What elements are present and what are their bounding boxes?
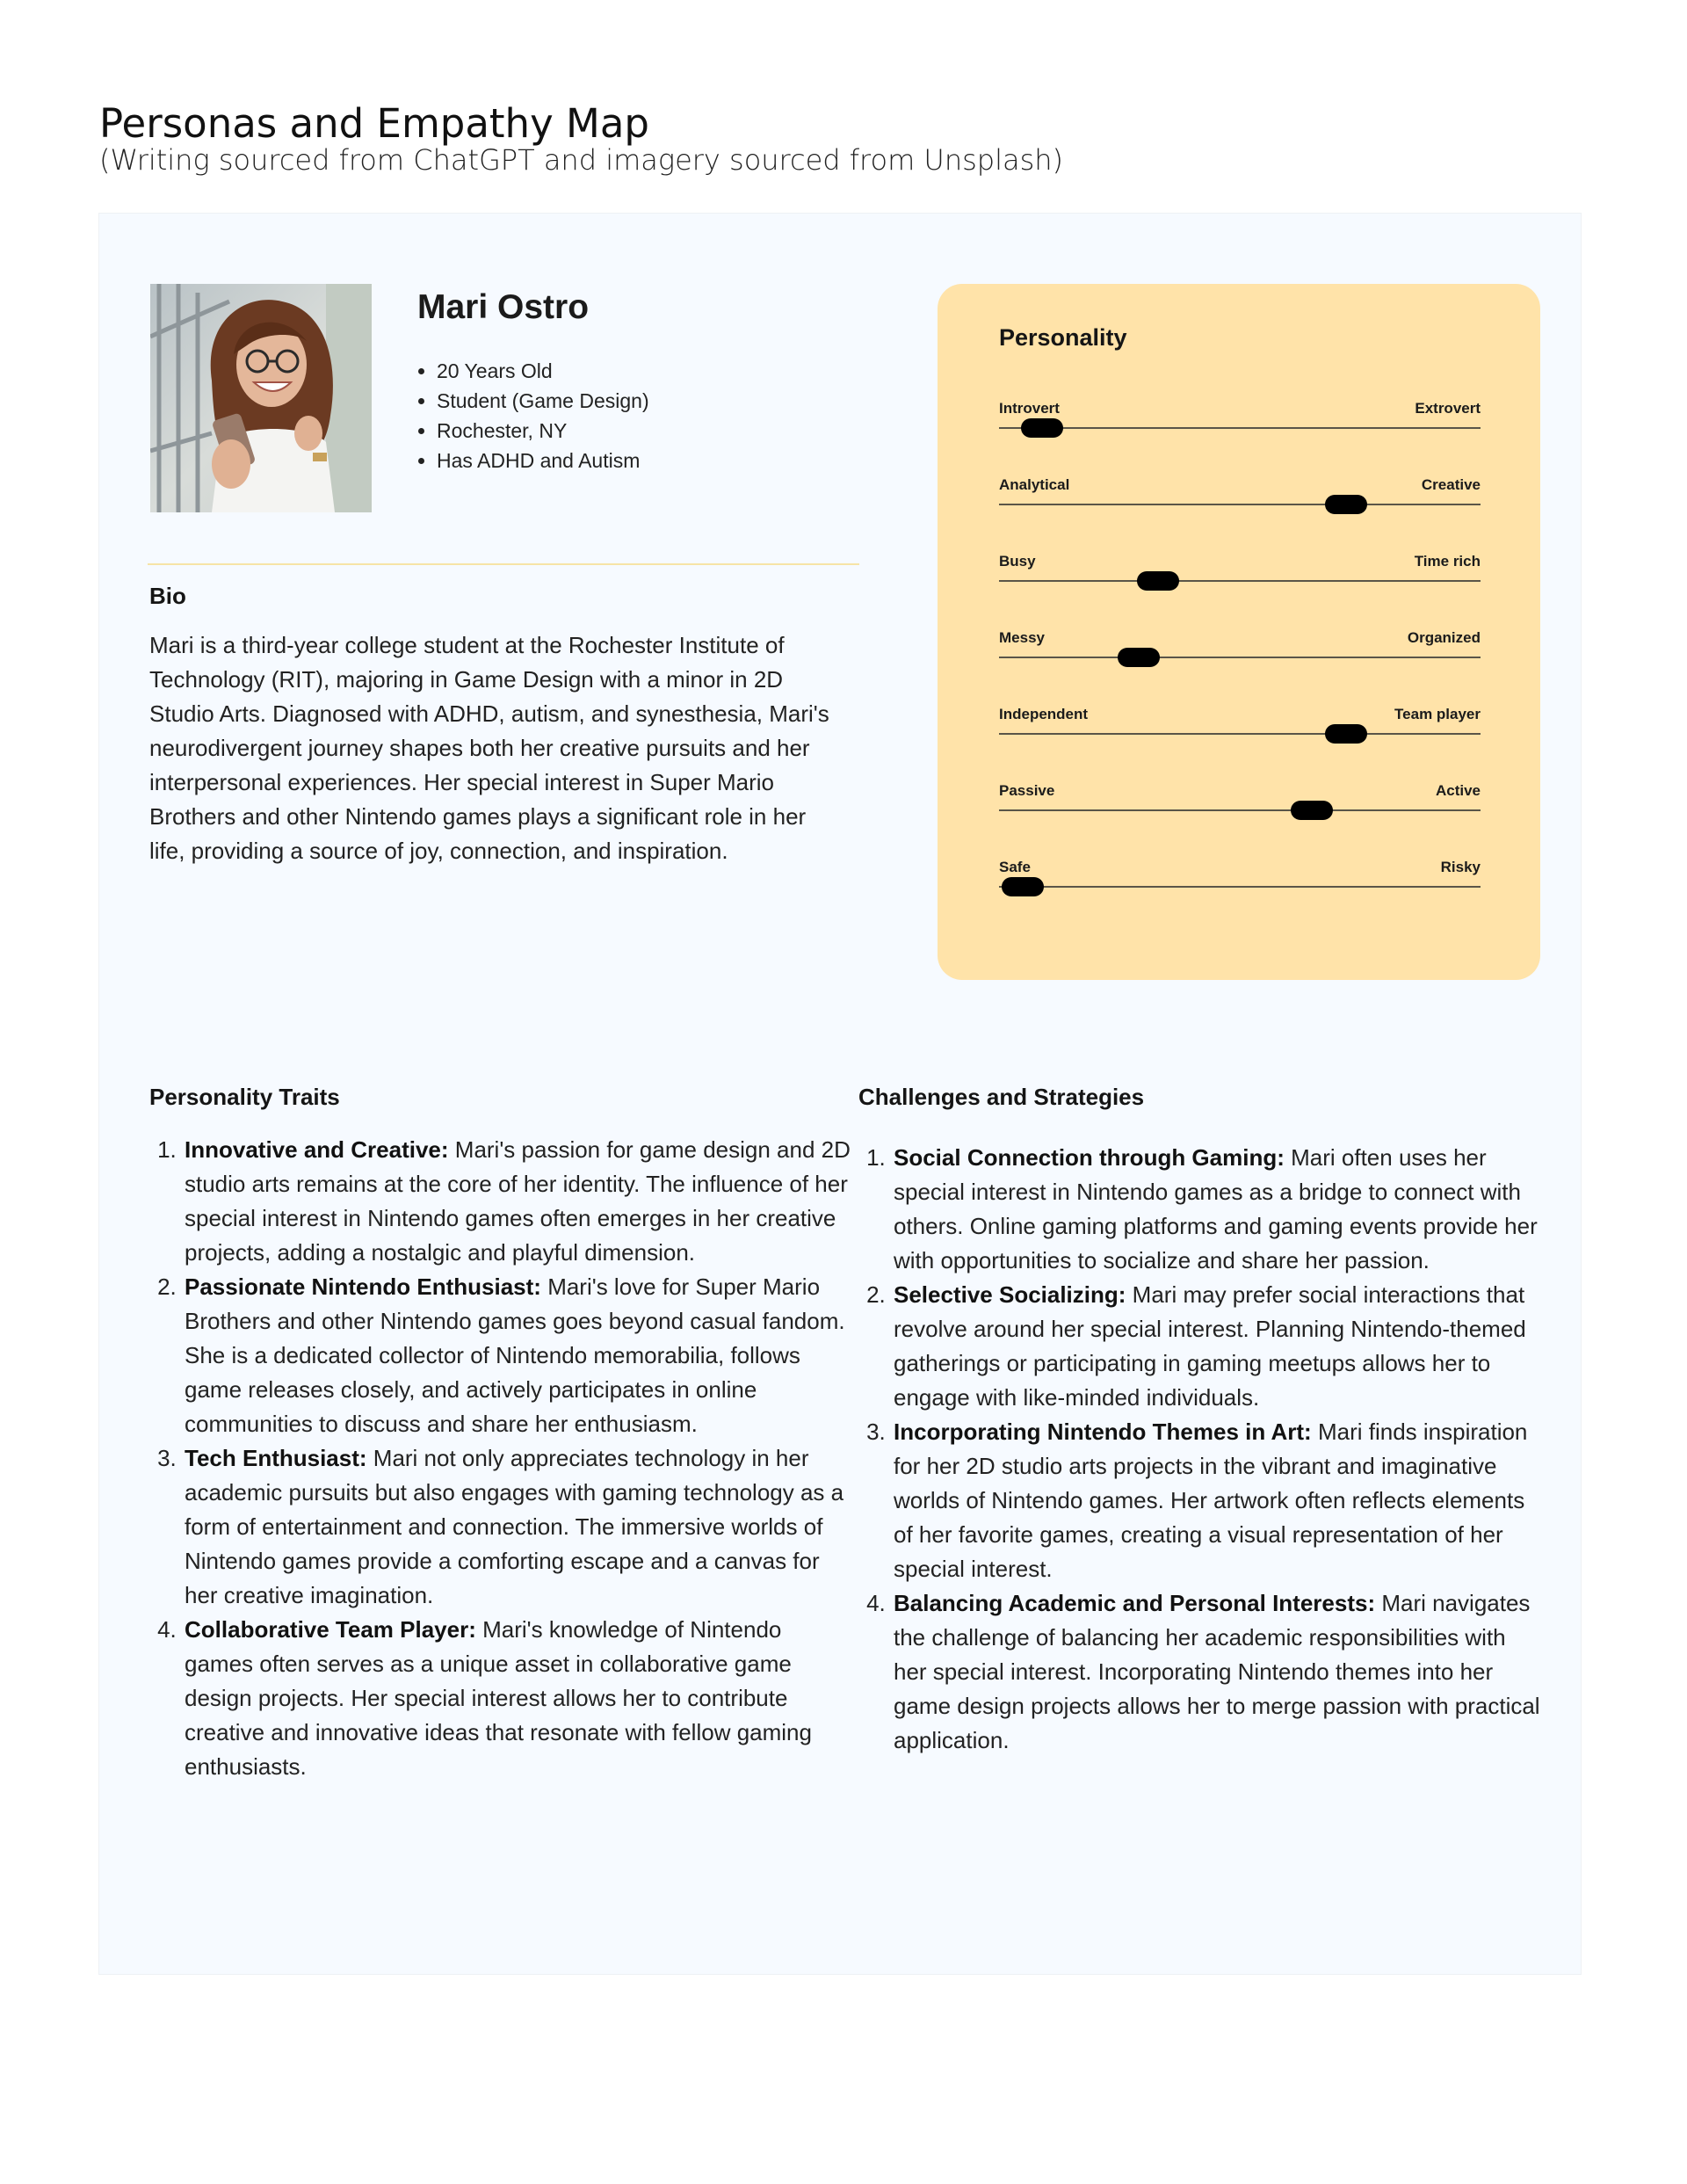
challenges-heading: Challenges and Strategies	[858, 1084, 1145, 1110]
list-item-title: Social Connection through Gaming:	[894, 1144, 1285, 1171]
persona-name: Mari Ostro	[417, 288, 590, 326]
slider-right-label: Risky	[1440, 859, 1481, 875]
slider-track	[999, 733, 1481, 735]
personality-panel	[938, 284, 1540, 980]
persona-card	[98, 213, 1582, 1975]
list-item-text: Mari may prefer social interactions that revolve around her special interest. Planning Nintendo-themed gatherings or participating in gaming meetups allows her to engage with like-minded individuals.	[894, 1281, 1526, 1411]
slider-left-label: Independent	[999, 706, 1089, 722]
fact-item: • 20 Years Old	[437, 356, 649, 386]
slider-track	[999, 580, 1481, 582]
list-item	[183, 1613, 852, 1784]
slider-left-label: Busy	[999, 553, 1036, 570]
slider-left-label: Passive	[999, 782, 1055, 799]
traits-list	[149, 1133, 852, 1784]
slider-knob[interactable]	[1137, 571, 1179, 591]
slider-row	[999, 706, 1481, 782]
bio-text: Mari is a third-year college student at the Rochester Institute of Technology (RIT), majoring in Game Design with a minor in 2D Studio Arts. Diagnosed with ADHD, autism, and synesthesia, Mari's neurodivergent journey shapes both her creative pursuits and her interpersonal experiences. Her special interest in Super Mario Brothers and other Nintendo games plays a significant role in her life, providing a source of joy, connection, and inspiration.	[149, 632, 829, 864]
page-title: Personas and Empathy Map	[99, 100, 649, 147]
slider-knob[interactable]	[1002, 877, 1044, 896]
slider-left-label: Safe	[999, 859, 1031, 875]
section-divider	[148, 563, 859, 565]
slider-row	[999, 629, 1481, 706]
slider-track	[999, 657, 1481, 658]
slider-knob[interactable]	[1291, 801, 1333, 820]
list-item-text: Mari navigates the challenge of balancing her academic responsibilities with her special interest. Incorporating Nintendo themes into her game design projects allows her to merge passion with practical application.	[894, 1590, 1540, 1753]
challenges-list	[858, 1141, 1544, 1758]
slider-knob[interactable]	[1021, 418, 1063, 438]
bio-heading: Bio	[149, 583, 186, 609]
list-item-text: Mari finds inspiration for her 2D studio arts projects in the vibrant and imaginative worlds of Nintendo games. Her artwork often reflects elements of her favorite games, creating a visual representation of her special interest.	[894, 1419, 1528, 1582]
list-item	[183, 1441, 852, 1613]
list-item-text: Mari's love for Super Mario Brothers and other Nintendo games goes beyond casual fandom. She is a dedicated collector of Nintendo memorabilia, follows game releases closely, and actively participates in online communities to discuss and share her enthusiasm.	[185, 1273, 845, 1437]
slider-row	[999, 859, 1481, 935]
personality-sliders	[999, 400, 1481, 935]
persona-photo	[150, 284, 372, 512]
persona-photo-illustration	[150, 284, 372, 512]
slider-right-label: Extrovert	[1415, 400, 1481, 417]
list-item-title: Innovative and Creative:	[185, 1136, 449, 1163]
list-item-title: Passionate Nintendo Enthusiast:	[185, 1273, 541, 1300]
fact-item: • Rochester, NY	[437, 416, 649, 446]
slider-left-label: Introvert	[999, 400, 1060, 417]
list-item-text: Mari's passion for game design and 2D studio arts remains at the core of her identity. The influence of her special interest in Nintendo games often emerges in her creative projects, adding a nostalgic and playful dimension.	[185, 1136, 851, 1266]
list-item-text: Mari often uses her special interest in Nintendo games as a bridge to connect with others. Online gaming platforms and gaming events provide her with opportunities to socialize and share her passion.	[894, 1144, 1538, 1273]
slider-row	[999, 400, 1481, 476]
list-item-title: Balancing Academic and Personal Interests:	[894, 1590, 1376, 1616]
fact-item: • Has ADHD and Autism	[437, 446, 649, 475]
page-subtitle: (Writing sourced from ChatGPT and imagery sourced from Unsplash)	[99, 143, 1064, 177]
slider-right-label: Team player	[1394, 706, 1481, 722]
slider-row	[999, 476, 1481, 553]
slider-right-label: Active	[1435, 782, 1481, 799]
list-item	[892, 1141, 1544, 1278]
persona-facts	[417, 356, 649, 475]
traits-heading: Personality Traits	[149, 1084, 340, 1110]
list-item-title: Incorporating Nintendo Themes in Art:	[894, 1419, 1312, 1445]
slider-left-label: Analytical	[999, 476, 1070, 493]
list-item	[892, 1415, 1544, 1586]
personality-title: Personality	[999, 324, 1127, 351]
slider-row	[999, 553, 1481, 629]
fact-item: • Student (Game Design)	[437, 386, 649, 416]
list-item-title: Tech Enthusiast:	[185, 1445, 367, 1471]
slider-knob[interactable]	[1118, 648, 1160, 667]
list-item-text: Mari not only appreciates technology in her academic pursuits but also engages with gaming technology as a form of entertainment and connection. The immersive worlds of Nintendo games provide a comforting escape and a canvas for her creative imagination.	[185, 1445, 844, 1608]
slider-left-label: Messy	[999, 629, 1045, 646]
slider-right-label: Creative	[1421, 476, 1481, 493]
list-item	[183, 1133, 852, 1270]
list-item	[892, 1278, 1544, 1415]
slider-right-label: Time rich	[1414, 553, 1481, 570]
list-item-title: Collaborative Team Player:	[185, 1616, 476, 1643]
list-item-title: Selective Socializing:	[894, 1281, 1126, 1308]
list-item-text: Mari's knowledge of Nintendo games often serves as a unique asset in collaborative game design projects. Her special interest allows her to contribute creative and innovative ideas that resonate with fellow gaming enthusiasts.	[185, 1616, 812, 1780]
slider-knob[interactable]	[1325, 724, 1367, 744]
slider-track	[999, 886, 1481, 888]
slider-right-label: Organized	[1407, 629, 1481, 646]
list-item	[892, 1586, 1544, 1758]
slider-row	[999, 782, 1481, 859]
slider-track	[999, 427, 1481, 429]
list-item	[183, 1270, 852, 1441]
slider-knob[interactable]	[1325, 495, 1367, 514]
slider-track	[999, 809, 1481, 811]
slider-track	[999, 504, 1481, 505]
